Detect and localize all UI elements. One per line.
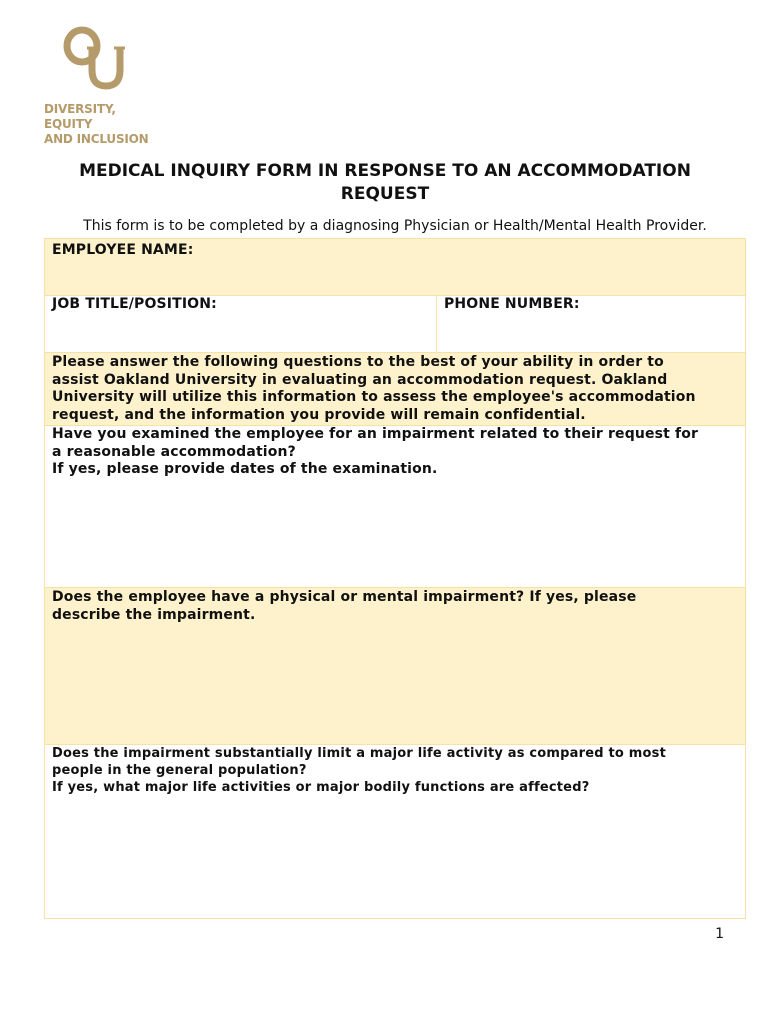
instructions-line: assist Oakland University in evaluating an accommodation request. Oakland [52, 371, 668, 388]
job-title-label: JOB TITLE/POSITION: [52, 296, 217, 312]
form-subtitle: This form is to be completed by a diagnosing Physician or Health/Mental Health Provider. [83, 218, 707, 234]
employee-name-label: EMPLOYEE NAME: [52, 242, 194, 258]
instructions-line: request, and the information you provide will remain confidential. [52, 406, 586, 423]
question-examination[interactable] [44, 425, 746, 588]
instructions-block [44, 352, 746, 426]
question-line: a reasonable accommodation? [52, 443, 296, 460]
title-line: MEDICAL INQUIRY FORM IN RESPONSE TO AN ACCOMMODATION [79, 161, 691, 181]
question-line: If yes, please provide dates of the examination. [52, 461, 438, 477]
question-line: Does the employee have a physical or mental impairment? If yes, please [52, 589, 637, 605]
page-number: 1 [715, 926, 724, 942]
instructions-line: University will utilize this information to assess the employee's accommodation [52, 389, 696, 405]
title-line: REQUEST [340, 184, 430, 204]
question-impairment[interactable] [44, 587, 746, 745]
question-line: If yes, what major life activities or major bodily functions are affected? [52, 780, 590, 795]
employee-name-field[interactable] [44, 238, 746, 296]
page-title [44, 160, 726, 206]
question-major-life-activity[interactable] [44, 744, 746, 919]
instructions-line: Please answer the following questions to the best of your ability in order to [52, 354, 664, 370]
question-line: Have you examined the employee for an impairment related to their request for [52, 426, 699, 442]
question-line: people in the general population? [52, 763, 307, 778]
question-line: describe the impairment. [52, 606, 256, 623]
job-title-field[interactable] [44, 295, 437, 353]
ou-logo [44, 24, 164, 146]
logo-text: DIVERSITY, EQUITY AND INCLUSION [44, 102, 149, 146]
phone-number-field[interactable] [436, 295, 746, 353]
question-line: Does the impairment substantially limit a major life activity as compared to most [52, 746, 667, 761]
ou-monogram-icon [62, 26, 132, 96]
phone-number-label: PHONE NUMBER: [444, 296, 580, 312]
